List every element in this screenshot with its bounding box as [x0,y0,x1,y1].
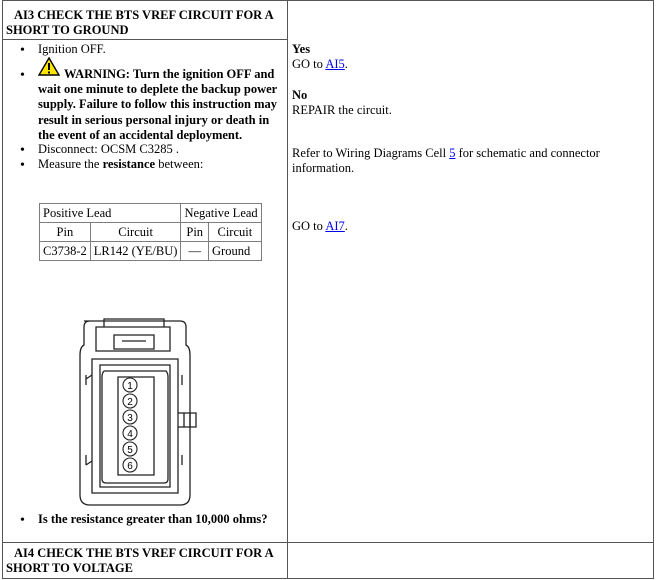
step-disconnect [38,142,179,157]
step-ai3-title-line2: SHORT TO GROUND [6,23,129,37]
subheader-circuit: Circuit [90,223,181,242]
warning-line4: result in serious personal injury or death in [38,112,270,127]
warning-line5: the event of an accidental deployment. [38,127,243,142]
header-negative-lead: Negative Lead [181,204,261,223]
connector-drawing [70,315,210,510]
step-ai3-title-line1: AI3 CHECK THE BTS VREF CIRCUIT FOR A [14,8,274,22]
warning-text [38,67,286,143]
yes-go-to [292,57,348,72]
table-subheader-row [40,223,262,242]
refer-prefix: Refer to Wiring Diagrams Cell [292,146,447,160]
step-ai4-title [6,546,274,576]
connector-pin-3: 3 [127,413,133,424]
column-divider [287,0,288,579]
bullet-dot: • [20,143,25,158]
warning-label: WARNING: [64,67,130,81]
refer-line2: information. [292,161,355,175]
yes-label: Yes [292,42,311,56]
bullet-dot: • [20,68,25,83]
connector-pin-1: 1 [127,381,133,392]
refer-wiring-diagrams [292,146,647,176]
step-ignition-off: Ignition OFF. [38,42,106,56]
no-label: No [292,88,308,102]
subheader-pin: Pin [40,223,91,242]
step-ai3-title [6,8,274,38]
warning-line3: supply. Failure to follow this instruction may [38,97,278,112]
step-question: Is the resistance greater than 10,000 ohms? [38,512,268,526]
row-divider-title [2,39,288,40]
table-border-left [2,0,3,579]
disconnect-suffix: . [175,142,179,156]
bullet-dot: • [20,513,25,528]
cell-neg-circuit: Ground [209,242,262,261]
connector-pin-5: 5 [127,445,133,456]
cell-circuit: LR142 (YE/BU) [90,242,181,261]
measure-bold: resistance [102,157,156,171]
cell-pin: C3738-2 [40,242,91,261]
subheader-neg-pin: Pin [181,223,209,242]
connector-pin-4: 4 [127,429,133,440]
connector-pin-2: 2 [127,397,133,408]
no-go-prefix: GO to [292,219,323,233]
table-border-right [653,0,654,579]
warning-line2: wait one minute to deplete the backup power [38,82,278,97]
connector-pin-6: 6 [127,461,133,472]
header-positive-lead: Positive Lead [40,204,181,223]
measurement-table [39,203,262,261]
warning-line1: Turn the ignition OFF and [132,67,275,81]
disconnect-text: Disconnect: OCSM C3285 [38,142,173,156]
no-go-to [292,219,348,234]
measure-prefix: Measure the [38,157,100,171]
bullet-dot: • [20,43,25,58]
step-ai4-title-line1: AI4 CHECK THE BTS VREF CIRCUIT FOR A [14,546,274,560]
no-go-suffix: . [344,219,348,233]
subheader-neg-circuit: Circuit [209,223,262,242]
table-border-top [2,0,654,1]
row-divider-ai4 [2,542,654,543]
bullet-dot: • [20,158,25,173]
cell-neg-pin: — [181,242,209,261]
yes-go-prefix: GO to [292,57,323,71]
yes-go-suffix: . [344,57,348,71]
link-ai7[interactable]: AI7 [325,219,345,233]
link-ai5[interactable]: AI5 [325,57,345,71]
table-row [40,242,262,261]
step-ai4-title-line2: SHORT TO VOLTAGE [6,561,133,575]
refer-suffix: for schematic and connector [458,146,600,160]
connector-diagram [70,315,210,514]
no-action: REPAIR the circuit. [292,103,392,117]
measure-suffix: between: [158,157,204,171]
step-measure [38,157,203,172]
link-wiring-cell-5[interactable]: 5 [449,146,456,160]
table-header-row [40,204,262,223]
table-border-bottom [2,578,654,579]
